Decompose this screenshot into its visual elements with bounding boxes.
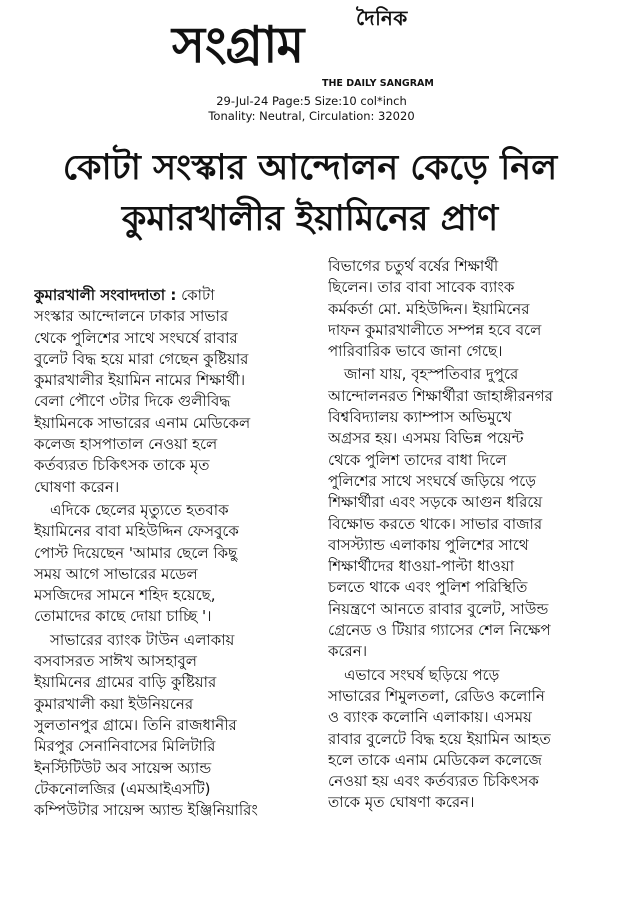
body-line: রাবার বুলেটে বিদ্ধ হয়ে ইয়ামিন আহত <box>328 729 551 748</box>
body-line: অগ্রসর হয়। এসময় বিভিন্ন পয়েন্ট <box>328 429 524 448</box>
body-line: পুলিশের সাথে সংঘর্ষে জড়িয়ে পড়ে <box>328 471 537 490</box>
body-line: বিভাগের চতুর্থ বর্ষের শিক্ষার্থী <box>328 257 499 275</box>
article-left-column <box>34 285 330 821</box>
newspaper-logo: সংগ্রাম <box>172 15 304 74</box>
clipping-meta <box>0 94 623 124</box>
body-line: কুমারখালী কয়া ইউনিয়নের <box>34 694 194 713</box>
body-line: ঘোষণা করেন। <box>34 477 120 496</box>
body-line: করেন। <box>328 642 368 661</box>
body-line: মসজিদের সামনে শহিদ হয়েছে, <box>34 586 216 605</box>
body-line: বসবাসরত সাঈখ আসহাবুল <box>34 652 197 671</box>
body-line: বেলা পৌণে ৩টার দিকে গুলীবিদ্ধ <box>34 392 231 411</box>
body-line: সংস্কার আন্দোলনে ঢাকার সাভার <box>34 307 229 326</box>
body-line: মিরপুর সেনানিবাসের মিলিটারি <box>34 737 216 756</box>
headline-line-2: কুমারখালীর ইয়ামিনের প্রাণ <box>121 199 499 239</box>
body-line: কুমারখালীর ইয়ামিন নামের শিক্ষার্থী। <box>34 371 246 390</box>
masthead-english-name: THE DAILY SANGRAM <box>322 78 434 89</box>
body-line: নেওয়া হয় এবং কর্তব্যরত চিকিৎসক <box>328 772 539 791</box>
body-line: বিশ্ববিদ্যালয় ক্যাম্পাস অভিমুখে <box>328 408 512 427</box>
body-line: গ্রেনেড ও টিয়ার গ্যাসের শেল নিক্ষেপ <box>328 621 551 640</box>
body-line: এদিকে ছেলের মৃত্যুতে হতবাক <box>50 500 229 519</box>
body-line: ও ব্যাংক কলোনি এলাকায়। এসময় <box>328 708 532 727</box>
body-line: সুলতানপুর গ্রামে। তিনি রাজধানীর <box>34 715 237 734</box>
body-line: ইয়ামিনকে সাভারের এনাম মেডিকেল <box>34 413 251 432</box>
body-line: কলেজ হাসপাতাল নেওয়া হলে <box>34 435 218 454</box>
article-first-line-text: কোটা <box>176 286 215 304</box>
masthead <box>0 0 623 92</box>
clipping-meta-line-2: Tonality: Neutral, Circulation: 32020 <box>208 109 415 123</box>
byline: কুমারখালী সংবাদদাতা : <box>34 286 177 304</box>
body-line: কর্তব্যরত চিকিৎসক তাকে মৃত <box>34 456 210 475</box>
body-line: টেকনোলজির (এমআইএসটি) <box>34 779 211 798</box>
article-first-line <box>34 285 330 306</box>
body-line: পোস্ট দিয়েছেন 'আমার ছেলে কিছু <box>34 543 238 562</box>
body-line: ইয়ামিনের বাবা মহিউদ্দিন ফেসবুকে <box>34 522 239 541</box>
body-line: দাফন কুমারখালীতে সম্পন্ন হবে বলে <box>328 320 542 339</box>
body-line: ইনস্টিটিউট অব সায়েন্স অ্যান্ড <box>34 758 212 777</box>
body-line: ইয়ামিনের গ্রামের বাড়ি কুষ্টিয়ার <box>34 673 217 692</box>
body-line: চলতে থাকে এবং পুলিশ পরিস্থিতি <box>328 578 528 597</box>
masthead-dainik: দৈনিক <box>356 6 408 30</box>
headline <box>10 143 610 245</box>
body-line: বাসস্ট্যান্ড এলাকায় পুলিশের সাথে <box>328 535 529 554</box>
body-line: পারিবারিক ভাবে জানা গেছে। <box>328 342 503 361</box>
body-line: থেকে পুলিশের সাথে সংঘর্ষে রাবার <box>34 328 238 347</box>
body-line: আন্দোলনরত শিক্ষার্থীরা জাহাঙ্গীরনগর <box>328 386 553 405</box>
body-line: সাভারের শিমুলতলা, রেডিও কলোনি <box>328 686 545 705</box>
clipping-meta-line-1: 29-Jul-24 Page:5 Size:10 col*inch <box>216 94 407 108</box>
body-line: সময় আগে সাভারের মডেল <box>34 564 198 583</box>
body-line: বুলেট বিদ্ধ হয়ে মারা গেছেন কুষ্টিয়ার <box>34 349 249 368</box>
body-line: সাভারের ব্যাংক টাউন এলাকায় <box>50 630 235 649</box>
body-line: বিক্ষোভ করতে থাকে। সাভার বাজার <box>328 514 543 533</box>
body-line: শিক্ষার্থীরা এবং সড়কে আগুন ধরিয়ে <box>328 493 543 512</box>
body-line: শিক্ষার্থীদের ধাওয়া-পাল্টা ধাওয়া <box>328 557 515 576</box>
body-line: তাকে মৃত ঘোষণা করেন। <box>328 793 475 812</box>
body-line: কম্পিউটার সায়েন্স অ্যান্ড ইঞ্জিনিয়ারিং <box>34 801 258 820</box>
body-line: জানা যায়, বৃহস্পতিবার দুপুরে <box>344 365 519 384</box>
body-line: এভাবে সংঘর্ষ ছড়িয়ে পড়ে <box>344 665 500 684</box>
body-line: কর্মকর্তা মো. মহিউদ্দিন। ইয়ামিনের <box>328 299 530 318</box>
headline-line-1: কোটা সংস্কার আন্দোলন কেড়ে নিল <box>62 148 558 188</box>
body-line: ছিলেন। তার বাবা সাবেক ব্যাংক <box>328 278 515 297</box>
article-right-column <box>328 256 620 814</box>
body-line: থেকে পুলিশ তাদের বাধা দিলে <box>328 450 507 469</box>
body-line: তোমাদের কাছে দোয়া চাচ্ছি '। <box>34 607 212 626</box>
body-line: নিয়ন্ত্রণে আনতে রাবার বুলেট, সাউন্ড <box>328 599 549 618</box>
body-line: হলে তাকে এনাম মেডিকেল কলেজে <box>328 750 542 769</box>
